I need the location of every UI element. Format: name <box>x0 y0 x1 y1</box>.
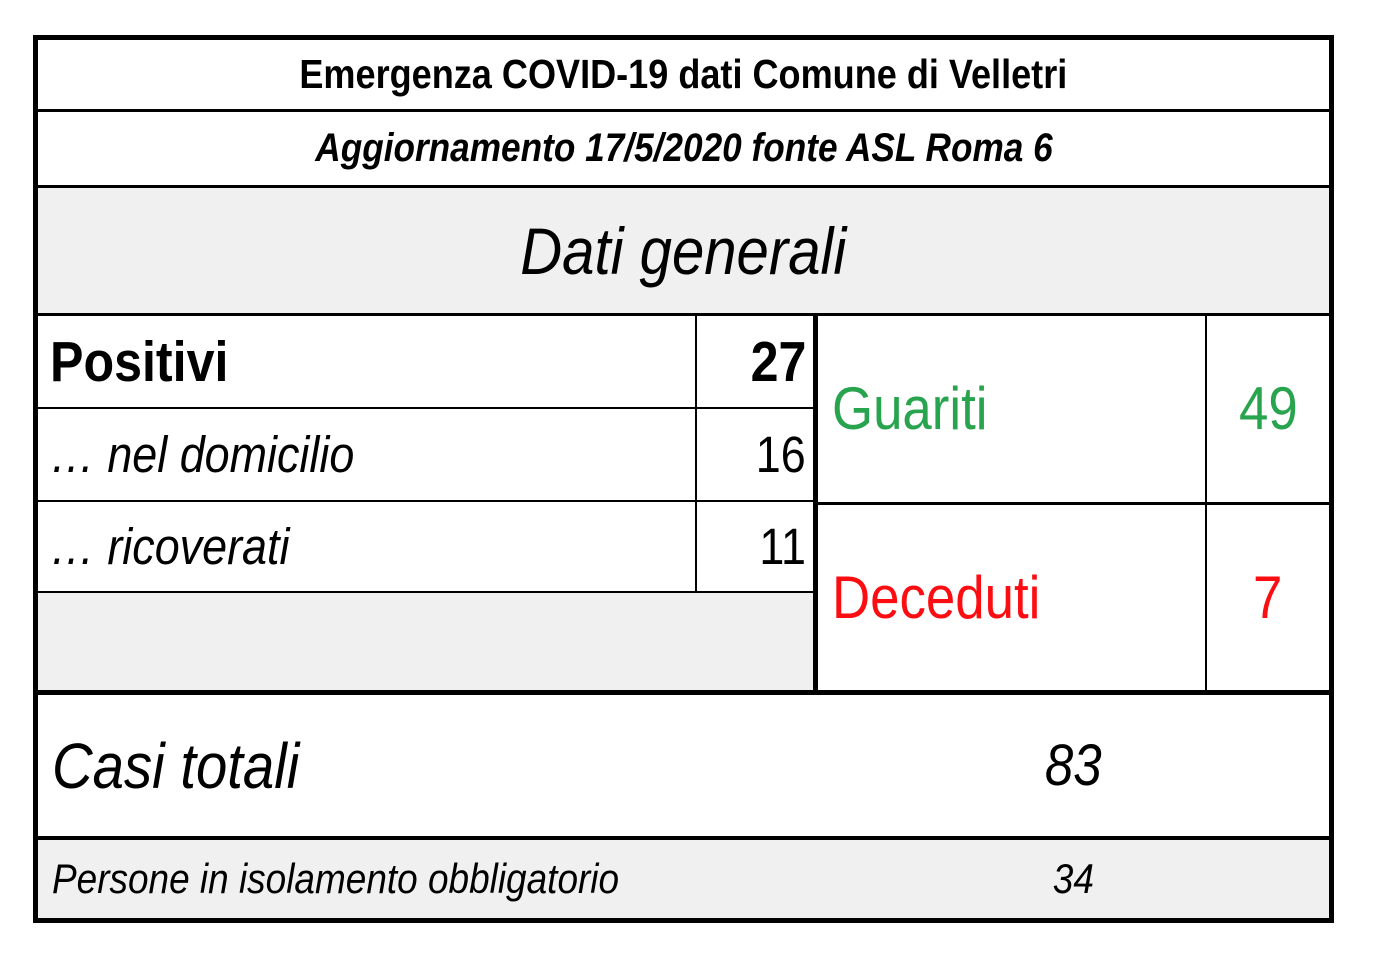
table-title: Emergenza COVID-19 dati Comune di Velletri <box>299 51 1068 97</box>
ricoverati-label-cell <box>38 502 695 591</box>
section-title: Dati generali <box>520 213 847 288</box>
isolamento-value: 34 <box>1052 855 1095 902</box>
positivi-label-cell <box>38 316 695 407</box>
guariti-label-cell <box>818 316 1205 502</box>
general-data-section <box>38 316 1329 690</box>
deceduti-value-cell <box>1205 505 1329 691</box>
positivi-block <box>38 316 818 690</box>
nel-domicilio-value: 16 <box>756 426 806 483</box>
nel-domicilio-row <box>38 409 813 502</box>
nel-domicilio-value-cell <box>695 409 813 500</box>
empty-shaded-cell <box>38 593 813 690</box>
casi-totali-value: 83 <box>1045 733 1102 798</box>
table-title-row <box>38 40 1329 112</box>
covid-data-table <box>33 35 1334 923</box>
positivi-value: 27 <box>750 329 806 394</box>
isolamento-value-cell <box>818 855 1329 903</box>
ricoverati-value-cell <box>695 502 813 591</box>
section-header-row <box>38 188 1329 316</box>
isolamento-label-cell <box>38 855 818 903</box>
ricoverati-row <box>38 502 813 593</box>
casi-totali-row <box>38 690 1329 840</box>
deceduti-row <box>818 505 1329 691</box>
update-subtitle-row <box>38 112 1329 188</box>
outcome-block <box>818 316 1329 690</box>
nel-domicilio-label-cell <box>38 409 695 500</box>
deceduti-label: Deceduti <box>832 563 1041 631</box>
ricoverati-value: 11 <box>759 518 806 575</box>
update-subtitle: Aggiornamento 17/5/2020 fonte ASL Roma 6 <box>314 126 1053 170</box>
isolamento-row <box>38 840 1329 918</box>
positivi-label: Positivi <box>50 329 229 394</box>
casi-totali-label: Casi totali <box>52 729 300 802</box>
casi-totali-value-cell <box>818 732 1329 799</box>
positivi-row <box>38 316 813 409</box>
positivi-value-cell <box>695 316 813 407</box>
isolamento-label: Persone in isolamento obbligatorio <box>52 855 620 902</box>
nel-domicilio-label: … nel domicilio <box>50 426 355 483</box>
deceduti-label-cell <box>818 505 1205 691</box>
guariti-value: 49 <box>1238 375 1298 443</box>
guariti-value-cell <box>1205 316 1329 502</box>
guariti-row <box>818 316 1329 505</box>
casi-totali-label-cell <box>38 729 818 803</box>
ricoverati-label: … ricoverati <box>50 518 290 575</box>
guariti-label: Guariti <box>832 375 988 443</box>
deceduti-value: 7 <box>1253 563 1283 631</box>
